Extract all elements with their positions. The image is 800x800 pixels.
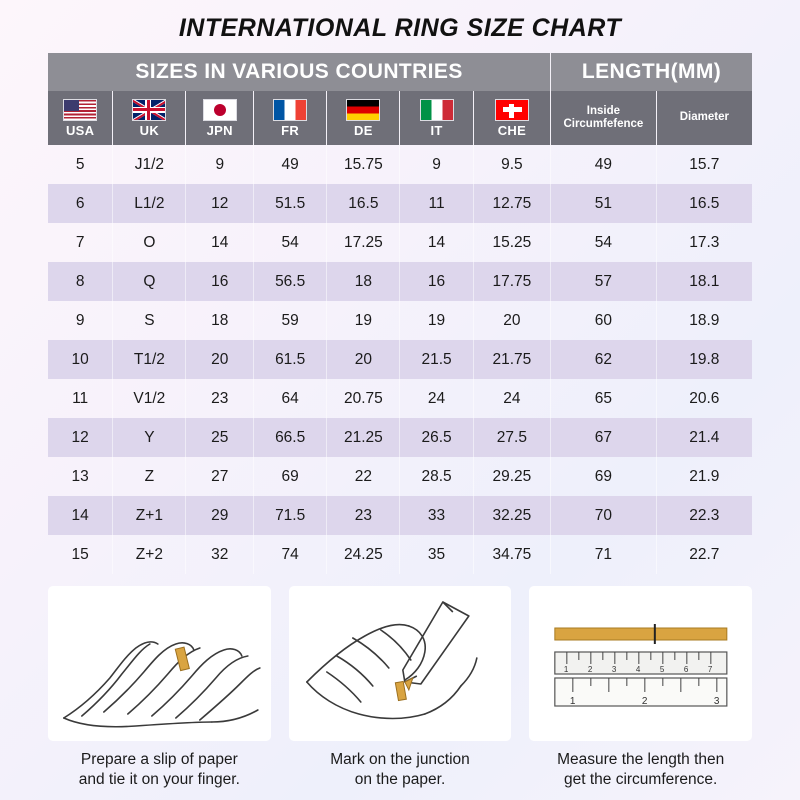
cell-jpn: 32 [186,535,254,574]
svg-text:5: 5 [660,665,665,674]
column-header-circumference [551,91,657,145]
cell-usa: 13 [48,457,113,496]
column-header-diameter [656,91,752,145]
cell-de: 16.5 [327,184,400,223]
cell-jpn: 12 [186,184,254,223]
column-label-usa: USA [65,122,95,138]
column-label-de: DE [354,122,373,138]
cell-fr: 66.5 [254,418,327,457]
cell-usa: 12 [48,418,113,457]
cell-uk: Z+1 [113,496,186,535]
ring-size-table [48,53,752,574]
table-row [48,184,752,223]
ruler-measuring-strip-icon [529,586,752,741]
column-label-uk: UK [139,122,160,138]
instruction-caption-1-line2: and tie it on your finger. [78,770,240,788]
cell-uk: Y [113,418,186,457]
cell-circumference: 60 [551,301,657,340]
cell-usa: 15 [48,535,113,574]
cell-it: 35 [400,535,473,574]
cell-jpn: 23 [186,379,254,418]
table-row [48,301,752,340]
cell-uk: T1/2 [113,340,186,379]
cell-diameter: 17.3 [689,233,720,251]
flag-italy-icon [420,99,454,121]
cell-de: 18 [327,262,400,301]
instruction-step-3 [529,586,752,790]
table-row [48,223,752,262]
column-header-it [400,91,473,145]
cell-de: 24.25 [327,535,400,574]
svg-text:2: 2 [642,696,648,707]
cell-usa: 10 [48,340,113,379]
cell-it: 11 [400,184,473,223]
instruction-caption-2-line1: Mark on the junction [330,751,470,768]
instruction-caption-3-line1: Measure the length then [557,751,725,768]
instruction-caption-1 [79,750,240,790]
cell-diameter: 22.7 [689,545,720,563]
cell-diameter: 15.7 [689,155,720,173]
cell-che: 20 [473,301,550,340]
cell-jpn: 18 [186,301,254,340]
cell-che: 9.5 [473,145,550,184]
cell-che: 34.75 [473,535,550,574]
column-header-jpn [186,91,254,145]
instruction-caption-2-line2: on the paper. [354,770,446,788]
cell-de: 19 [327,301,400,340]
page-title: INTERNATIONAL RING SIZE CHART [178,14,622,42]
cell-uk: L1/2 [113,184,186,223]
cell-jpn: 16 [186,262,254,301]
cell-jpn: 27 [186,457,254,496]
cell-diameter: 18.1 [656,262,752,301]
cell-diameter: 20.6 [689,389,720,407]
cell-it: 28.5 [400,457,473,496]
cell-de: 22 [327,457,400,496]
cell-diameter: 21.4 [656,418,752,457]
cell-fr: 51.5 [254,184,327,223]
instruction-step-2 [289,586,512,790]
cell-che: 21.75 [473,340,550,379]
column-label-diameter: Diameter [679,111,729,124]
instruction-caption-2 [330,750,470,790]
instruction-caption-3 [557,750,724,790]
instruction-caption-3-line2: get the circumference. [564,770,718,788]
cell-fr: 56.5 [254,262,327,301]
cell-uk: Z+2 [113,535,186,574]
cell-uk: Q [113,262,186,301]
svg-text:7: 7 [708,665,713,674]
column-label-it: IT [430,122,443,138]
cell-uk: O [113,223,186,262]
cell-fr: 69 [254,457,327,496]
column-label-circumference-line1: Inside [586,104,620,117]
column-label-che: CHE [497,122,527,138]
column-label-jpn: JPN [206,122,233,138]
cell-jpn: 14 [186,223,254,262]
cell-circumference: 57 [551,262,657,301]
flag-japan-icon [203,99,237,121]
cell-che: 24 [473,379,550,418]
cell-che: 15.25 [473,223,550,262]
cell-fr: 49 [254,145,327,184]
column-header-che [473,91,550,145]
cell-it: 24 [400,379,473,418]
flag-germany-icon [346,99,380,121]
cell-it: 19 [400,301,473,340]
column-header-fr [254,91,327,145]
cell-de: 17.25 [327,223,400,262]
cell-it: 16 [400,262,473,301]
table-row [48,496,752,535]
hand-marking-pen-icon [289,586,512,741]
cell-uk: S [113,301,186,340]
cell-jpn: 20 [186,340,254,379]
svg-text:4: 4 [636,665,641,674]
cell-fr: 61.5 [254,340,327,379]
instruction-caption-1-line1: Prepare a slip of paper [80,751,238,768]
cell-diameter: 18.9 [689,311,720,329]
cell-circumference: 62 [551,340,657,379]
cell-che: 29.25 [473,457,550,496]
hand-with-paper-strip-icon [48,586,271,741]
table-row [48,379,752,418]
column-label-circumference-line2: Circumfefence [563,118,644,130]
cell-che: 27.5 [473,418,550,457]
table-row [48,535,752,574]
cell-che: 32.25 [473,496,550,535]
group-header-sizes: SIZES IN VARIOUS COUNTRIES [48,53,551,91]
cell-de: 20 [327,340,400,379]
cell-usa: 8 [48,262,113,301]
table-country-header-row [48,91,752,145]
cell-diameter: 16.5 [656,184,752,223]
flag-uk-icon [132,99,166,121]
cell-it: 21.5 [400,340,473,379]
svg-text:3: 3 [612,665,617,674]
cell-usa: 11 [48,379,113,418]
cell-diameter: 22.3 [656,496,752,535]
svg-text:3: 3 [714,696,720,707]
cell-fr: 64 [254,379,327,418]
ring-size-table-body [48,145,752,574]
cell-jpn: 25 [186,418,254,457]
table-row [48,340,752,379]
flag-usa-icon [63,99,97,121]
instructions-row [48,586,752,790]
flag-france-icon [273,99,307,121]
cell-jpn: 29 [186,496,254,535]
cell-circumference: 71 [551,535,657,574]
cell-de: 15.75 [327,145,400,184]
cell-fr: 54 [254,223,327,262]
table-row [48,457,752,496]
table-row [48,145,752,184]
column-header-usa [48,91,113,145]
cell-fr: 74 [254,535,327,574]
table-row [48,262,752,301]
table-group-header-row [48,53,752,91]
cell-usa: 9 [48,301,113,340]
svg-text:6: 6 [684,665,689,674]
cell-diameter: 21.9 [689,467,720,485]
cell-it: 9 [400,145,473,184]
cell-jpn: 9 [186,145,254,184]
cell-uk: V1/2 [113,379,186,418]
cell-usa: 5 [48,145,113,184]
column-header-uk [113,91,186,145]
svg-text:1: 1 [570,696,576,707]
cell-circumference: 54 [551,223,657,262]
cell-circumference: 67 [551,418,657,457]
cell-circumference: 70 [551,496,657,535]
table-row [48,418,752,457]
cell-che: 12.75 [473,184,550,223]
cell-circumference: 49 [551,145,657,184]
cell-uk: J1/2 [113,145,186,184]
cell-it: 14 [400,223,473,262]
column-label-fr: FR [281,122,300,138]
cell-circumference: 65 [551,379,657,418]
cell-it: 33 [400,496,473,535]
cell-fr: 59 [254,301,327,340]
cell-usa: 6 [48,184,113,223]
cell-de: 20.75 [327,379,400,418]
cell-de: 23 [327,496,400,535]
flag-switzerland-icon [495,99,529,121]
cell-diameter: 19.8 [656,340,752,379]
cell-usa: 7 [48,223,113,262]
cell-circumference: 51 [551,184,657,223]
instruction-step-1 [48,586,271,790]
cell-che: 17.75 [473,262,550,301]
cell-fr: 71.5 [254,496,327,535]
cell-it: 26.5 [400,418,473,457]
cell-usa: 14 [48,496,113,535]
svg-text:2: 2 [588,665,593,674]
cell-uk: Z [113,457,186,496]
svg-text:1: 1 [564,665,569,674]
column-header-de [327,91,400,145]
cell-de: 21.25 [327,418,400,457]
cell-circumference: 69 [551,457,657,496]
group-header-length: LENGTH(MM) [551,53,752,91]
